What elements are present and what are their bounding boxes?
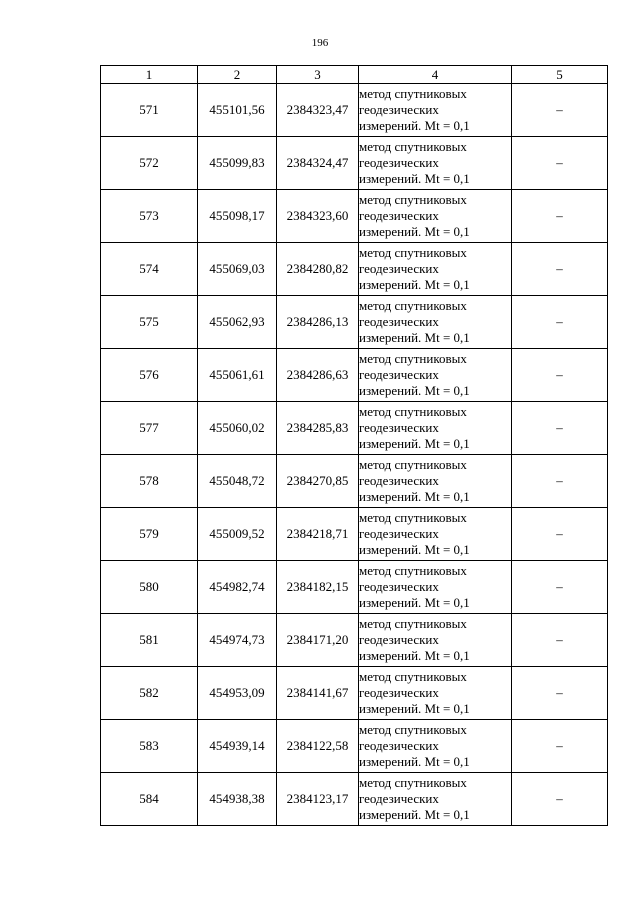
point-number: 579 [101, 508, 198, 561]
note-cell: – [512, 137, 608, 190]
method-line-3: измерений. Mt = 0,1 [359, 542, 470, 557]
method-line-3: измерений. Mt = 0,1 [359, 648, 470, 663]
column-header-2: 2 [198, 66, 277, 84]
table-row [101, 720, 608, 773]
method-line-3: измерений. Mt = 0,1 [359, 595, 470, 610]
method-line-3: измерений. Mt = 0,1 [359, 436, 470, 451]
table-row [101, 667, 608, 720]
method-description [359, 667, 512, 720]
method-line-3: измерений. Mt = 0,1 [359, 118, 470, 133]
note-cell: – [512, 243, 608, 296]
method-line-2: геодезических [359, 738, 439, 753]
method-line-2: геодезических [359, 632, 439, 647]
coordinate-y: 2384285,83 [277, 402, 359, 455]
point-number: 575 [101, 296, 198, 349]
coordinate-x: 455098,17 [198, 190, 277, 243]
method-line-3: измерений. Mt = 0,1 [359, 701, 470, 716]
method-line-3: измерений. Mt = 0,1 [359, 224, 470, 239]
method-line-2: геодезических [359, 579, 439, 594]
point-number: 582 [101, 667, 198, 720]
method-line-1: метод спутниковых [359, 457, 467, 472]
method-description [359, 349, 512, 402]
method-description [359, 720, 512, 773]
method-line-2: геодезических [359, 420, 439, 435]
note-cell: – [512, 402, 608, 455]
coordinates-table [100, 65, 608, 826]
method-line-3: измерений. Mt = 0,1 [359, 330, 470, 345]
table-row [101, 243, 608, 296]
coordinate-y: 2384324,47 [277, 137, 359, 190]
point-number: 572 [101, 137, 198, 190]
method-line-3: измерений. Mt = 0,1 [359, 171, 470, 186]
table-row [101, 402, 608, 455]
column-header-4: 4 [359, 66, 512, 84]
point-number: 580 [101, 561, 198, 614]
point-number: 571 [101, 84, 198, 137]
coordinate-x: 454953,09 [198, 667, 277, 720]
method-line-2: геодезических [359, 314, 439, 329]
coordinate-y: 2384171,20 [277, 614, 359, 667]
page-number: 196 [311, 37, 329, 49]
table-body [101, 84, 608, 826]
method-line-3: измерений. Mt = 0,1 [359, 489, 470, 504]
method-description [359, 84, 512, 137]
point-number: 584 [101, 773, 198, 826]
method-description [359, 137, 512, 190]
coordinate-y: 2384270,85 [277, 455, 359, 508]
method-line-1: метод спутниковых [359, 298, 467, 313]
coordinate-x: 455069,03 [198, 243, 277, 296]
point-number: 573 [101, 190, 198, 243]
method-line-2: геодезических [359, 685, 439, 700]
coordinate-y: 2384286,63 [277, 349, 359, 402]
method-line-1: метод спутниковых [359, 669, 467, 684]
column-header-3: 3 [277, 66, 359, 84]
note-cell: – [512, 614, 608, 667]
method-line-1: метод спутниковых [359, 563, 467, 578]
method-description [359, 243, 512, 296]
method-description [359, 402, 512, 455]
coordinate-y: 2384286,13 [277, 296, 359, 349]
coordinate-x: 454938,38 [198, 773, 277, 826]
table-row [101, 614, 608, 667]
table-row [101, 84, 608, 137]
coordinate-x: 455099,83 [198, 137, 277, 190]
method-line-1: метод спутниковых [359, 86, 467, 101]
method-description [359, 561, 512, 614]
table-row [101, 349, 608, 402]
method-line-2: геодезических [359, 473, 439, 488]
coordinate-x: 454982,74 [198, 561, 277, 614]
method-line-2: геодезических [359, 155, 439, 170]
coordinate-x: 455062,93 [198, 296, 277, 349]
method-line-3: измерений. Mt = 0,1 [359, 754, 470, 769]
note-cell: – [512, 667, 608, 720]
coordinate-x: 455009,52 [198, 508, 277, 561]
method-line-1: метод спутниковых [359, 351, 467, 366]
table-row [101, 296, 608, 349]
method-line-3: измерений. Mt = 0,1 [359, 807, 470, 822]
note-cell: – [512, 349, 608, 402]
point-number: 577 [101, 402, 198, 455]
method-line-2: геодезических [359, 208, 439, 223]
method-description [359, 614, 512, 667]
table-row [101, 455, 608, 508]
coordinate-x: 455048,72 [198, 455, 277, 508]
method-line-1: метод спутниковых [359, 139, 467, 154]
table-row [101, 137, 608, 190]
table-header-row [101, 66, 608, 84]
coordinate-y: 2384323,47 [277, 84, 359, 137]
method-line-3: измерений. Mt = 0,1 [359, 383, 470, 398]
coordinate-x: 454939,14 [198, 720, 277, 773]
note-cell: – [512, 773, 608, 826]
point-number: 574 [101, 243, 198, 296]
method-line-1: метод спутниковых [359, 192, 467, 207]
point-number: 576 [101, 349, 198, 402]
coordinate-x: 455060,02 [198, 402, 277, 455]
coordinate-y: 2384141,67 [277, 667, 359, 720]
note-cell: – [512, 455, 608, 508]
method-line-1: метод спутниковых [359, 616, 467, 631]
coordinate-y: 2384218,71 [277, 508, 359, 561]
column-header-5: 5 [512, 66, 608, 84]
coordinate-y: 2384122,58 [277, 720, 359, 773]
method-line-2: геодезических [359, 102, 439, 117]
point-number: 581 [101, 614, 198, 667]
method-line-1: метод спутниковых [359, 510, 467, 525]
coordinate-y: 2384280,82 [277, 243, 359, 296]
method-line-2: геодезических [359, 791, 439, 806]
point-number: 583 [101, 720, 198, 773]
note-cell: – [512, 190, 608, 243]
coordinate-y: 2384182,15 [277, 561, 359, 614]
method-description [359, 773, 512, 826]
note-cell: – [512, 720, 608, 773]
table-row [101, 561, 608, 614]
coordinate-y: 2384323,60 [277, 190, 359, 243]
method-description [359, 455, 512, 508]
coordinate-x: 455061,61 [198, 349, 277, 402]
method-line-2: геодезических [359, 261, 439, 276]
table-row [101, 773, 608, 826]
note-cell: – [512, 561, 608, 614]
method-description [359, 296, 512, 349]
method-line-2: геодезических [359, 367, 439, 382]
table-row [101, 190, 608, 243]
point-number: 578 [101, 455, 198, 508]
note-cell: – [512, 508, 608, 561]
coordinate-y: 2384123,17 [277, 773, 359, 826]
method-line-1: метод спутниковых [359, 245, 467, 260]
table-row [101, 508, 608, 561]
column-header-1: 1 [101, 66, 198, 84]
note-cell: – [512, 296, 608, 349]
method-line-3: измерений. Mt = 0,1 [359, 277, 470, 292]
coordinate-x: 455101,56 [198, 84, 277, 137]
method-line-1: метод спутниковых [359, 775, 467, 790]
method-line-2: геодезических [359, 526, 439, 541]
coordinate-x: 454974,73 [198, 614, 277, 667]
method-description [359, 508, 512, 561]
method-line-1: метод спутниковых [359, 722, 467, 737]
method-description [359, 190, 512, 243]
note-cell: – [512, 84, 608, 137]
method-line-1: метод спутниковых [359, 404, 467, 419]
